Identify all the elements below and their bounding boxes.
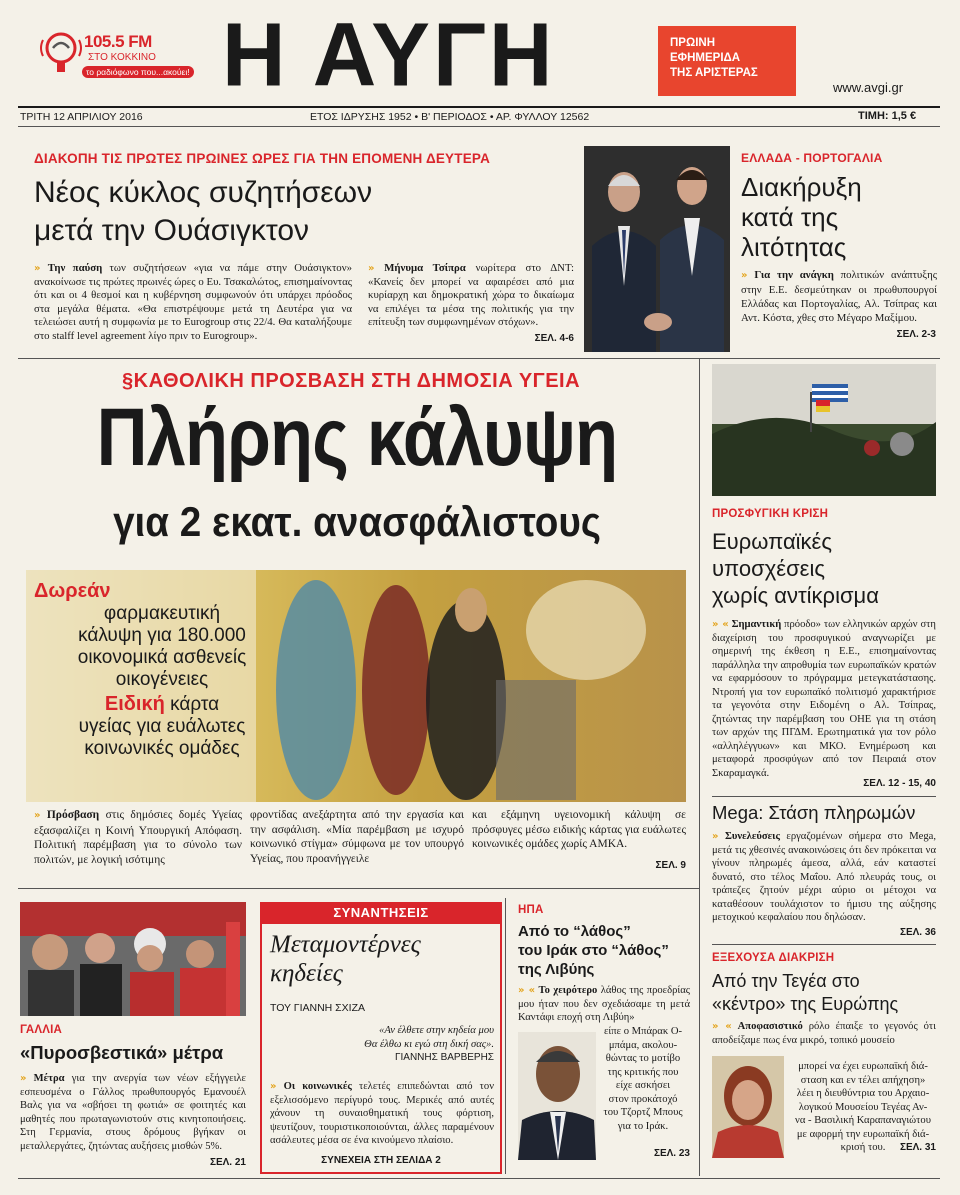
portugal-headline	[741, 172, 862, 262]
tegea-line: μπορεί να έχει ευρωπαϊκή διά-	[798, 1061, 928, 1072]
usa-headline-line: Από το “λάθος”	[518, 923, 631, 940]
portugal-headline-line: λιτότητας	[741, 232, 847, 262]
refugee-headline-line: Ευρωπαϊκές	[712, 529, 832, 554]
lead-col3-text: και εξάμηνη υγειονομική κάλυψη σε πρόσφυγες μέσω ειδικής κάρτας για ευάλωτες κοινωνικές ομάδες χωρίς ΑΜΚΑ.	[472, 809, 686, 850]
refugee-body	[712, 618, 936, 780]
tagline-line-1: ΠΡΩΙΝΗ	[670, 37, 716, 49]
point2-line: κοινωνικές ομάδες	[84, 738, 240, 759]
lead-page-ref: ΣΕΛ. 9	[655, 860, 686, 871]
france-lead: Μέτρα	[33, 1073, 65, 1084]
meetings-body	[270, 1080, 494, 1148]
chevron-icon: » «	[712, 1021, 732, 1032]
portugal-body	[741, 268, 937, 325]
usa-line: θώντας το μοτίβο	[605, 1053, 681, 1064]
point1-line: κάλυψη για 180.000	[78, 625, 246, 646]
portugal-kicker: ΕΛΛΑΔΑ - ΠΟΡΤΟΓΑΛΙΑ	[741, 151, 883, 165]
website[interactable]: www.avgi.gr	[833, 80, 904, 95]
column-divider	[505, 898, 506, 1174]
column-divider	[699, 358, 700, 888]
price: ΤΙΜΗ: 1,5 €	[858, 110, 917, 122]
chevron-icon: »	[741, 270, 748, 281]
usa-line: του Τζορτζ Μπους	[603, 1107, 683, 1118]
photo-illustration	[584, 146, 730, 352]
washington-kicker: ΔΙΑΚΟΠΗ ΤΙΣ ΠΡΩΤΕΣ ΠΡΩΙΝΕΣ ΩΡΕΣ ΓΙΑ ΤΗΝ ΕΠΟΜΕΝΗ ΔΕΥΤΕΡΑ	[34, 151, 491, 166]
section-rule	[18, 358, 940, 359]
meetings-lead: Οι κοινωνικές	[283, 1081, 352, 1092]
washington-page-ref: ΣΕΛ. 4-6	[534, 333, 574, 344]
chevron-icon: »	[270, 1081, 277, 1092]
refugee-photo	[712, 364, 936, 496]
tsipras-costa-photo	[584, 146, 730, 352]
meetings-headline	[270, 930, 421, 988]
point2-red: Ειδική	[104, 693, 165, 715]
lead-headline: Πλήρης κάλυψη	[96, 392, 618, 483]
portugal-text: πολιτικών ανάπτυξης στην Ε.Ε. δεσμεύτηκαν οι πρωθυπουργοί Ελλάδας και Πορτογαλίας, Αλ. Τσίπρας και Αντ. Κόστα, χθες στο Μέγαρο Μαξίμου.	[741, 269, 938, 324]
obama-photo	[518, 1032, 596, 1160]
usa-line: είπε ο Μπάρακ Ο-	[603, 1026, 682, 1037]
lead-col-3	[472, 808, 686, 852]
lead-col-2	[250, 808, 464, 866]
director-photo	[712, 1056, 784, 1158]
refugee-headline-line: υποσχέσεις	[712, 556, 825, 581]
point1-red: Δωρεάν	[34, 580, 111, 602]
column-divider	[699, 888, 700, 1176]
refugee-page-ref: ΣΕΛ. 12 - 15, 40	[863, 778, 936, 789]
meetings-text: τελετές επιπεδώνται από τον εξελισσόμενο περίγυρό τους. Μερικές από αυτές χάνουν τη συναισθηματική τους φόρτιση, ψευτίζουν, τουριστικοποιούνται, άλλες παραμένουν ασάλευτες μέσα σε ένα κινούμενο πλαίσιο.	[270, 1081, 494, 1146]
usa-line: στον προκάτοχό	[608, 1093, 678, 1105]
tagline-line-3: ΤΗΣ ΑΡΙΣΤΕΡΑΣ	[670, 67, 758, 79]
washington-col1-lead: Την παύση	[47, 262, 103, 274]
tegea-line: σταση και εν τέλει απήχηση»	[800, 1074, 926, 1086]
meetings-byline: ΤΟΥ ΓΙΑΝΝΗ ΣΧΙΖΑ	[270, 1002, 365, 1014]
point1-line: φαρμακευτική	[103, 603, 221, 624]
france-body	[20, 1072, 246, 1153]
meetings-continued: ΣΥΝΕΧΕΙΑ ΣΤΗ ΣΕΛΙΔΑ 2	[321, 1155, 441, 1166]
meetings-banner: ΣΥΝΑΝΤΗΣΕΙΣ	[260, 902, 502, 924]
chevron-icon: »	[34, 810, 41, 821]
quote-line-2: Θα έλθω κι εγώ στη δική σας».	[364, 1038, 494, 1050]
issue-info: ΕΤΟΣ ΙΔΡΥΣΗΣ 1952 • Β' ΠΕΡΙΟΔΟΣ • ΑΡ. ΦΥΛΛΟΥ 12562	[310, 111, 590, 123]
usa-line: της κριτικής που	[607, 1066, 679, 1078]
usa-headline-line: της Λιβύης	[518, 961, 595, 978]
france-kicker: ΓΑΛΛΙΑ	[20, 1024, 63, 1036]
washington-col2-lead: Μήνυμα Τσίπρα	[384, 262, 466, 274]
bottom-rule	[18, 1178, 940, 1179]
washington-headline-2: μετά την Ουάσιγκτον	[34, 214, 310, 247]
mega-text: εργαζομένων σήμερα στο Mega, μετά τις χθεσινές ανακοινώσεις ότι δεν πρόκειται να γίνουν πληρωμές άμεσα, αλλά, εάν καταστεί δυνατό, στο τέλος Μαΐου. Από πλευράς τους, οι τράπεζες ζητούν μέχρι αύριο οι μέτοχοι να καταθέσουν τουλάχιστον το ήμισυ της αύξησης μετοχικού κεφαλαίου που δηλώσαν.	[712, 831, 937, 923]
masthead-rule	[18, 106, 940, 108]
usa-body-lines	[596, 1025, 690, 1133]
radio-name: ΣΤΟ ΚΟΚΚΙΝΟ	[88, 52, 156, 63]
tegea-headline-line: Από την Τεγέα στο	[712, 971, 860, 991]
point2-line: υγείας για ευάλωτες	[78, 716, 246, 737]
quote-line-1: «Αν έλθετε στην κηδεία μου	[379, 1025, 494, 1036]
tegea-headline	[712, 970, 898, 1016]
photo-illustration	[20, 902, 246, 1016]
chevron-icon: » «	[712, 619, 729, 630]
usa-line: μπάμα, ακολου-	[608, 1039, 678, 1051]
usa-lead: Το χειρότερο	[538, 985, 598, 996]
usa-text-top: λάθος της προεδρίας μου ήταν που δεν σχεδιάσαμε τη μετά Καντάφι εποχή στη Λιβύη»	[518, 985, 690, 1023]
chevron-icon: » «	[518, 985, 536, 996]
tegea-headline-line: «κέντρο» της Ευρώπης	[712, 994, 899, 1014]
mega-lead: Συνελεύσεις	[724, 831, 780, 842]
meetings-headline-line: κηδείες	[270, 960, 343, 987]
point1-line: οικονομικά ασθενείς	[77, 647, 247, 668]
chevron-icon: »	[20, 1073, 27, 1084]
quote-author: ΓΙΑΝΝΗΣ ΒΑΡΒΕΡΗΣ	[394, 1052, 494, 1063]
section-rule	[712, 796, 936, 797]
tegea-line: να - Βασιλική Καραπαναγιώτου	[795, 1115, 931, 1126]
washington-col1-text: των συζητήσεων «για να πάμε στην Ουάσιγκτον» ανακοίνωσε τις πρώτες πρωινές ώρες ο Ευ. Τσακαλώτος, επισημαίνοντας ότι και οι 4 θεσμοί και η κυβέρνηση συμφωνούν ότι υπάρχει πρόοδος στα μεγάλα θέματα. «Θα επιστρέψουμε μετά τη Δευτέρα για να τελειώσει αυτή η συμφωνία με το Eurogroup στις 22/4. Θα καταλήξουμε στο stalff level agreement λίγο πριν το Eurogroup».	[34, 262, 352, 342]
tegea-text-top: ρόλο έπαιξε το γεγονός ότι αποδείξαμε πως ένα μικρό, τοπικό μουσείο	[712, 1021, 937, 1046]
meetings-quote	[290, 1024, 494, 1065]
mega-headline: Mega: Στάση πληρωμών	[712, 802, 916, 823]
radio-slogan: το ραδιόφωνο που...ακούει!	[82, 66, 194, 78]
refugee-headline-line: χωρίς αντίκρισμα	[712, 583, 879, 608]
date-rule	[18, 126, 940, 127]
usa-line: για το Ιράκ.	[617, 1120, 669, 1132]
portugal-lead: Για την ανάγκη	[754, 269, 834, 281]
photo-illustration	[712, 1056, 784, 1158]
radio-head-icon	[38, 26, 84, 76]
refugee-text: πρόοδο» των ελληνικών αρχών στη διαχείριση του προσφυγικού αναγνωρίζει με σημερινή της έκθεση η Ε.Ε., επισημαίνοντας παράλληλα την απροθυμία των ευρωπαϊκών κρατών να εφαρμόσουν το πρόγραμμα μετεγκατάστασης. Ντροπή για τον ευρωπαϊκό πολιτισμό χαρακτήρισε τα γεγονότα στην Ειδομένη ο Αλ. Τσίπρας, ζητώντας την παρέμβαση του ΟΗΕ για τη στάση των αρχών της ΠΓΔΜ. Ερωτηματικά για τον ρόλο «αλληλέγγυων» και ΜΚΟ. Ενημέρωση και μεταφορά προσφύγων από τον Πειραιά στον Σκαραμαγκά.	[712, 619, 936, 779]
point1-line: οικογένειες	[115, 669, 209, 690]
section-rule	[18, 888, 700, 889]
washington-col2-text: νωρίτερα στο ΔΝΤ: «Κανείς δεν μπορεί να αφαιρέσει από μια κυρίαρχη και δημοκρατική χώρα το δικαίωμα να επιλέγει τα μέσα της πολιτικής για την επίτευξη των συμφωνημένων στόχων».	[368, 262, 575, 329]
portugal-page-ref: ΣΕΛ. 2-3	[896, 329, 936, 340]
france-page-ref: ΣΕΛ. 21	[209, 1157, 246, 1168]
lead-kicker: §ΚΑΘΟΛΙΚΗ ΠΡΟΣΒΑΣΗ ΣΤΗ ΔΗΜΟΣΙΑ ΥΓΕΙΑ	[122, 370, 581, 392]
lead-col1-lead: Πρόσβαση	[46, 809, 100, 821]
radio-logo	[38, 26, 188, 86]
tegea-body-top	[712, 1020, 936, 1047]
lead-col-1	[34, 808, 242, 867]
meetings-headline-line: Μεταμοντέρνες	[270, 931, 421, 958]
lead-subhead: για 2 εκατ. ανασφάλιστους	[113, 498, 601, 545]
photo-illustration	[712, 364, 936, 496]
usa-body-top	[518, 984, 690, 1025]
usa-headline	[518, 922, 669, 979]
portugal-headline-line: κατά της	[741, 202, 839, 232]
tegea-line: με αφορμή την ευρωπαϊκή διά-	[796, 1128, 930, 1140]
tagline-box	[658, 26, 796, 96]
france-headline: «Πυροσβεστικά» μέτρα	[20, 1042, 224, 1063]
refugee-lead: Σημαντική	[731, 619, 782, 630]
tagline-line-2: ΕΦΗΜΕΡΙΔΑ	[670, 52, 741, 64]
tegea-body-lines	[790, 1060, 936, 1155]
tegea-line: κρισή του.	[840, 1142, 886, 1153]
usa-kicker: ΗΠΑ	[518, 904, 544, 916]
usa-headline-line: του Ιράκ στο “λάθος”	[518, 942, 669, 959]
portugal-headline-line: Διακήρυξη	[741, 172, 862, 202]
chevron-icon: »	[34, 263, 41, 274]
washington-col-2	[368, 262, 574, 330]
tegea-kicker: ΕΞΕΧΟΥΣΑ ΔΙΑΚΡΙΣΗ	[712, 952, 835, 964]
refugee-headline	[712, 528, 936, 609]
newspaper-title: Η ΑΥΓΗ	[222, 4, 556, 105]
france-text: για την ανεργία των νέων εξήγγειλε εσπευσμένα ο Γάλλος πρωθυπουργός Εμανουέλ Βαλς για να «σβήσει τη φωτιά» σε φοιτητές και μαθητές που πρωταγωνιστούν στις κινητοποιήσεις. Στη Γερμανία, στους δρόμους βγήκαν οι μεταλλεργάτες, ζητώντας αυξήσεις μισθών 5%.	[20, 1073, 247, 1152]
chevron-icon: »	[712, 831, 719, 842]
chevron-icon: »	[368, 263, 375, 274]
tegea-lead: Αποφασιστικό	[737, 1021, 803, 1032]
issue-date: ΤΡΙΤΗ 12 ΑΠΡΙΛΙΟΥ 2016	[20, 111, 143, 123]
usa-line: είχε ασκήσει	[615, 1080, 671, 1091]
lead-col1-text: στις δημόσιες δομές Υγείας εξασφαλίζει η Κοινή Υπουργική Απόφαση. Πολιτική παρέμβαση για το σύνολο των πολιτών, με λογική ισότιμης	[34, 809, 242, 866]
point2-first: κάρτα	[164, 694, 220, 715]
washington-col-1	[34, 262, 352, 344]
france-protest-photo	[20, 902, 246, 1016]
mega-page-ref: ΣΕΛ. 36	[899, 927, 936, 938]
tegea-line: λέει η διευθύντρια του Αρχαιο-	[796, 1088, 930, 1099]
lead-col2-text: φροντίδας ανεξάρτητα από την εργασία και την ασφάλιση. «Μία παρέμβαση με ισχυρό κοινωνικό στίγμα» σύμφωνα με τον υπουργό Υγείας, που προανήγγειλε	[250, 809, 464, 865]
radio-frequency: 105.5 FM	[84, 32, 152, 51]
tegea-page-ref: ΣΕΛ. 31	[899, 1142, 936, 1153]
refugee-kicker: ΠΡΟΣΦΥΓΙΚΗ ΚΡΙΣΗ	[712, 508, 829, 520]
photo-illustration	[518, 1032, 596, 1160]
tegea-line: λογικού Μουσείου Τεγέας Αν-	[798, 1101, 928, 1113]
mega-body	[712, 830, 936, 925]
lead-points	[32, 580, 292, 760]
washington-headline-1: Νέος κύκλος συζητήσεων	[34, 176, 373, 209]
usa-page-ref: ΣΕΛ. 23	[653, 1148, 690, 1159]
section-rule	[712, 944, 936, 945]
